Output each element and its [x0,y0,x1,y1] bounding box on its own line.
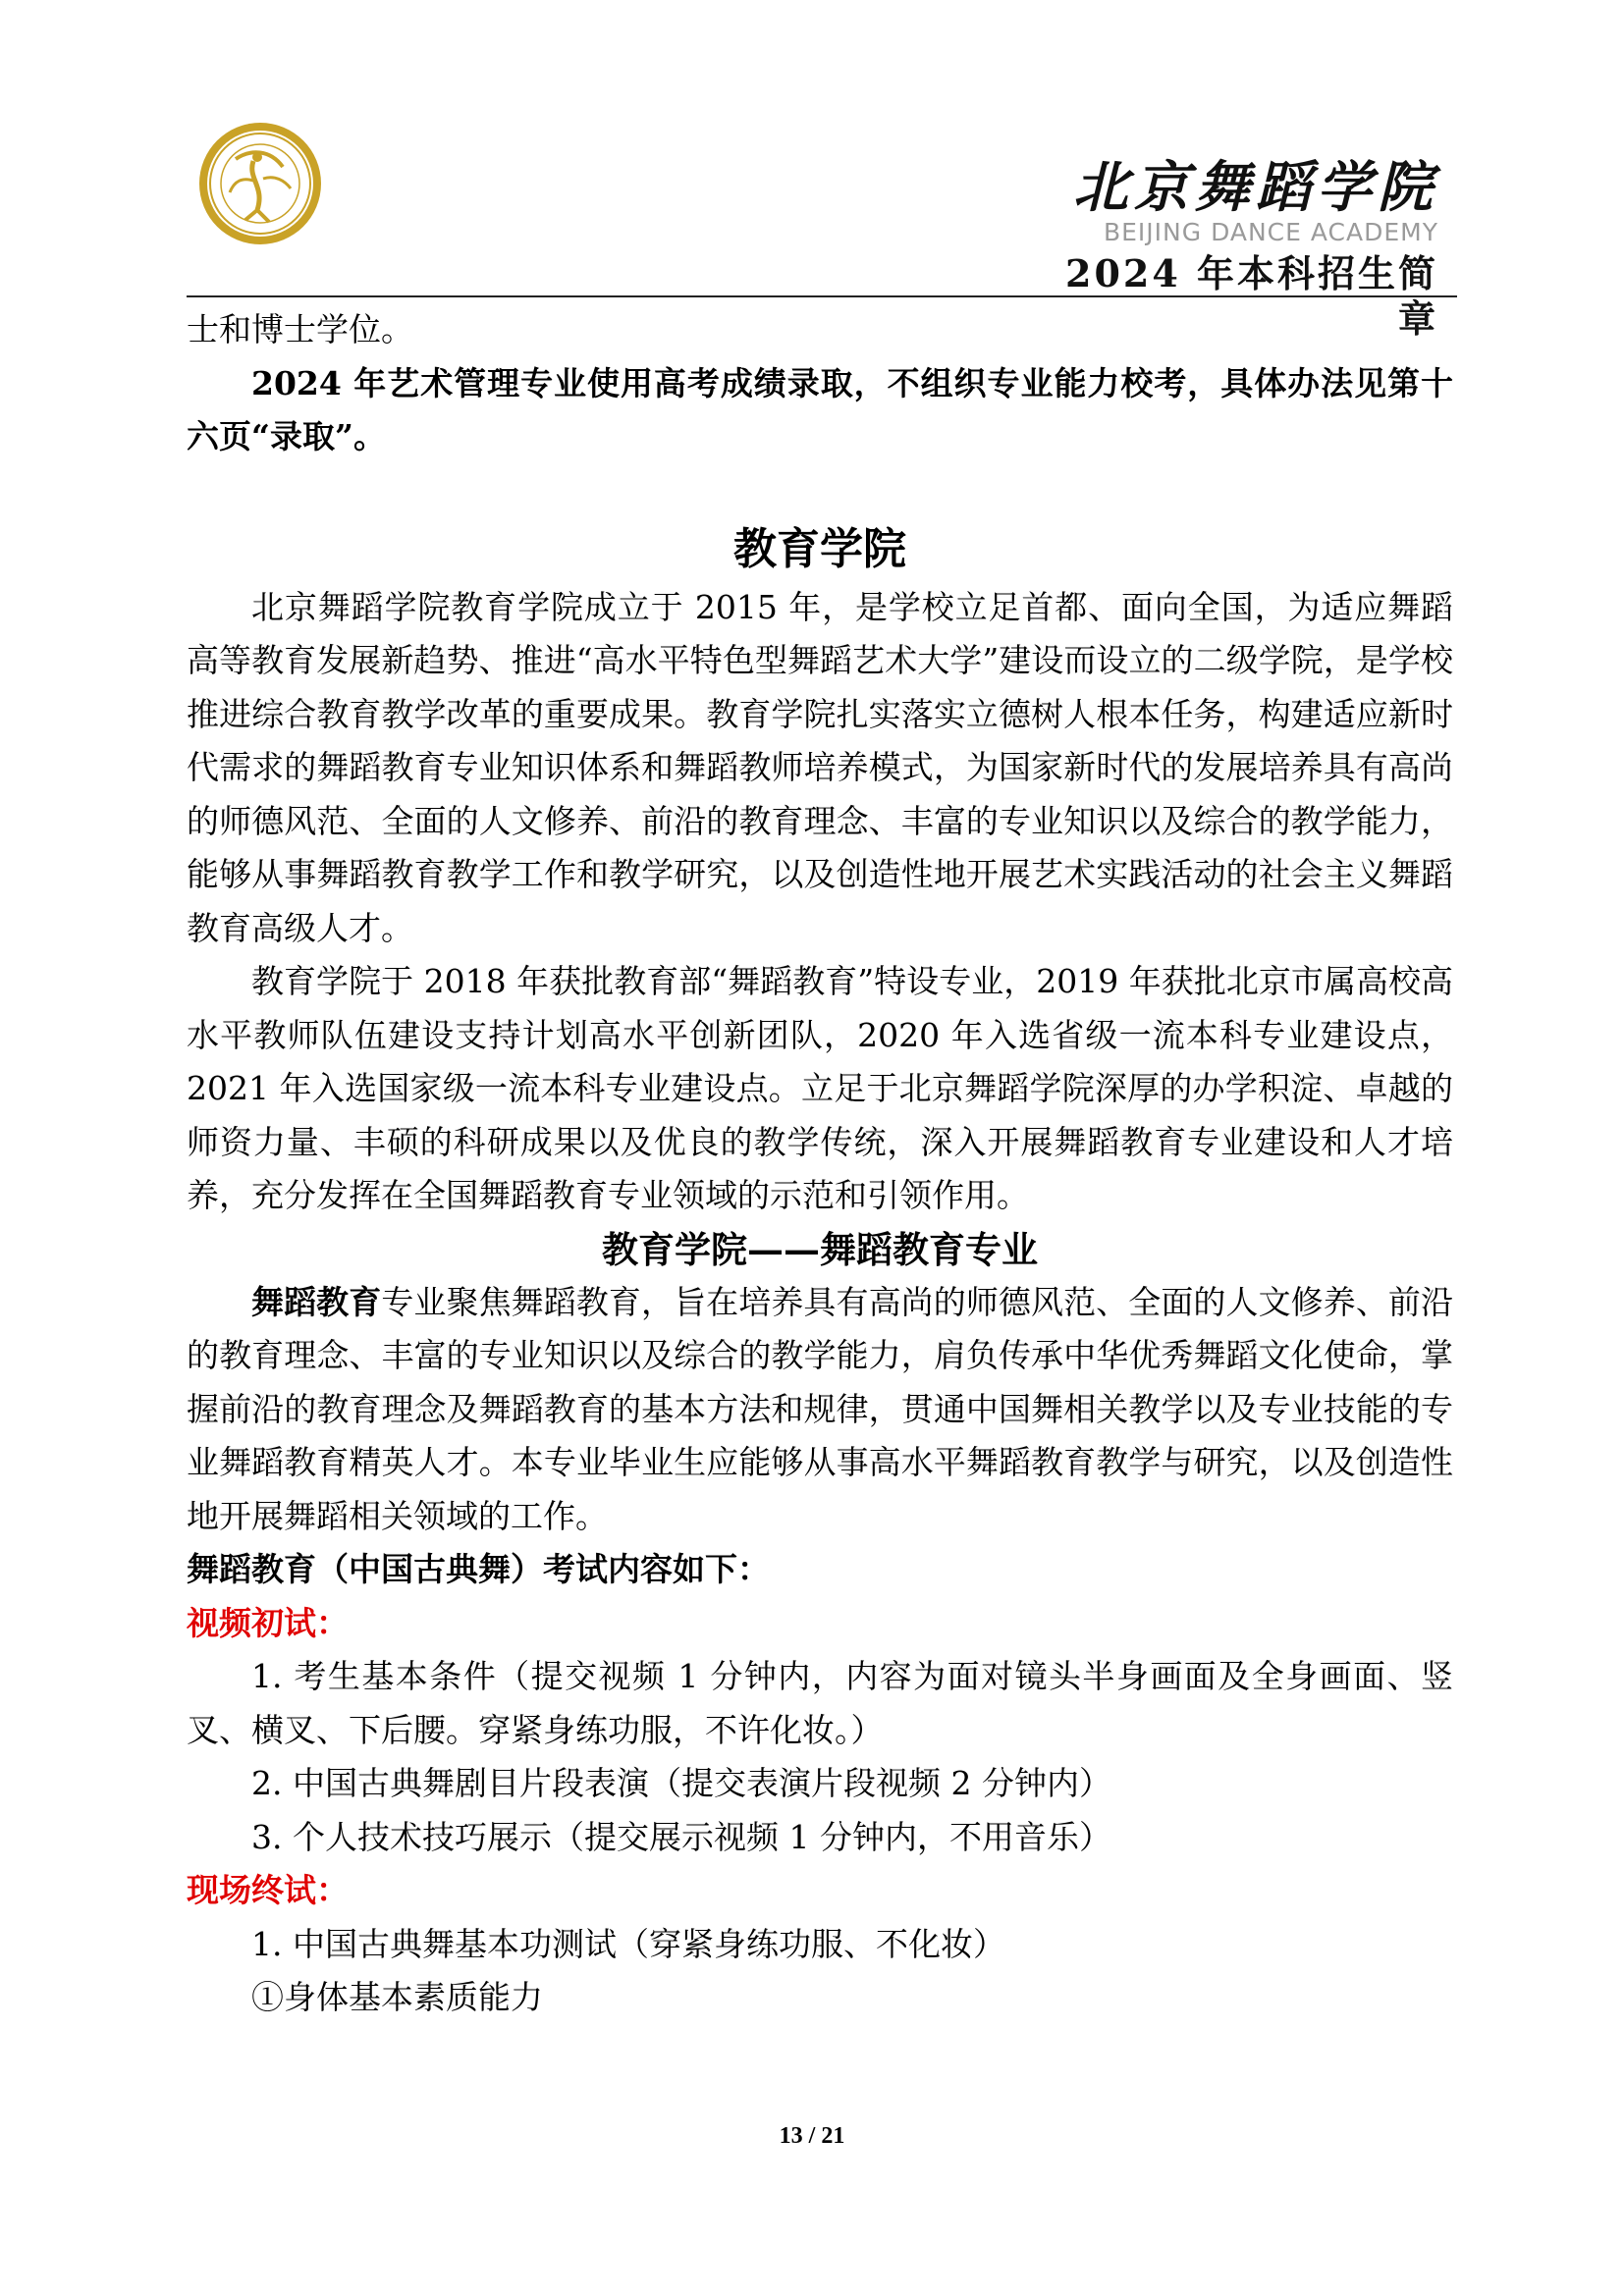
major-name-lead: 舞蹈教育 [251,1282,382,1321]
video-round-heading: 视频初试： [187,1603,349,1642]
academy-seal-logo [196,120,324,247]
major-description: 专业聚焦舞蹈教育，旨在培养具有高尚的师德风范、全面的人文修养、前沿的教育理念、丰富的专业知识以及综合的教学能力，肩负传承中华优秀舞蹈文化使命，掌握前沿的教育理念及舞蹈教育的基本方法和规律，贯通中国舞相关教学以及专业技能的专业舞蹈教育精英人才。本专业毕业生应能够从事高水平舞蹈教育教学与研究，以及创造性地开展舞蹈相关领域的工作。 [187,1282,1454,1535]
header-divider [187,295,1457,297]
paragraph-college-achievements: 教育学院于 2018 年获批教育部“舞蹈教育”特设专业，2019 年获批北京市属高校高水平教师队伍建设支持计划高水平创新团队，2020 年入选省级一流本科专业建设点，2021 年入选国家级一流本科专业建设点。立足于北京舞蹈学院深厚的办学积淀、卓越的师资力量、丰硕的科研成果以及优良的教学传统，深入开展舞蹈教育专业建设和人才培养，充分发挥在全国舞蹈教育专业领域的示范和引领作用。 [187,962,1453,1214]
exam-content-heading: 舞蹈教育（中国古典舞）考试内容如下： [187,1550,770,1588]
paragraph-college-intro: 北京舞蹈学院教育学院成立于 2015 年，是学校立足首都、面向全国，为适应舞蹈高等教育发展新趋势、推进“高水平特色型舞蹈艺术大学”建设而设立的二级学院，是学校推进综合教育教学改革的重要成果。教育学院扎实落实立德树人根本任务，构建适应新时代需求的舞蹈教育专业知识体系和舞蹈教师培养模式，为国家新时代的发展培养具有高尚的师德风范、全面的人文修养、前沿的教育理念、丰富的专业知识以及综合的教学能力，能够从事舞蹈教育教学工作和教学研究，以及创造性地开展艺术实践活动的社会主义舞蹈教育高级人才。 [187,587,1453,947]
paragraph-arts-management-note: 2024 年艺术管理专业使用高考成绩录取，不组织专业能力校考，具体办法见第十六页“录取”。 [187,363,1453,455]
page-number: 13 / 21 [779,2123,845,2149]
onsite-round-subitem: ①身体基本素质能力 [251,1978,543,2016]
paragraph-major-intro [187,1276,1453,1544]
video-round-item: 3. 个人技术技巧展示（提交展示视频 1 分钟内，不用音乐） [251,1817,1111,1856]
onsite-round-heading: 现场终试： [187,1871,349,1909]
section-title-college: 教育学院 [733,523,906,574]
brand-chinese-name: 北京舞蹈学院 [1073,155,1438,220]
page-content [187,299,1453,2025]
video-round-item: 1. 考生基本条件（提交视频 1 分钟内，内容为面对镜头半身画面及全身画面、竖叉、横叉、下后腰。穿紧身练功服，不许化妆。） [187,1657,1453,1749]
video-round-item: 2. 中国古典舞剧目片段表演（提交表演片段视频 2 分钟内） [251,1764,1111,1802]
section-title-major: 教育学院——舞蹈教育专业 [602,1227,1038,1271]
paragraph-continuation: 士和博士学位。 [187,310,413,348]
document-subtitle: 2024 年本科招生简章 [1065,251,1438,341]
onsite-round-item: 1. 中国古典舞基本功测试（穿紧身练功服、不化妆） [251,1924,1005,1963]
brand-english-name: BEIJING DANCE ACADEMY [1103,218,1438,246]
